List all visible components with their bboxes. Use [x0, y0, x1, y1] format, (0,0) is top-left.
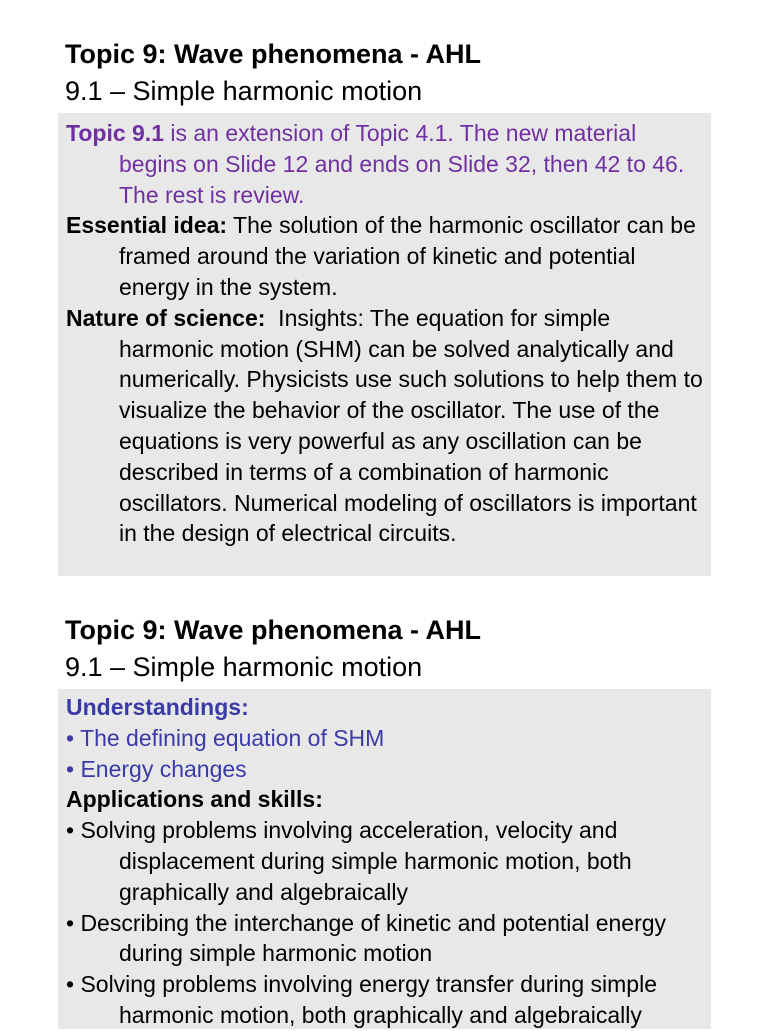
applications-heading: Applications and skills:	[66, 786, 323, 813]
intro-paragraph	[66, 118, 703, 210]
application-item: • Describing the interchange of kinetic and potential energy during simple harmonic motion	[66, 909, 667, 967]
application-item: • Solving problems involving energy transfer during simple harmonic motion, both graphically and algebraically	[66, 971, 658, 1028]
understanding-item: • Energy changes	[66, 755, 247, 782]
essential-idea-label: Essential idea:	[66, 212, 228, 239]
essential-idea-text: The solution of the harmonic oscillator can be framed around the variation of kinetic and potential energy in the system.	[119, 212, 696, 300]
intro-label: Topic 9.1	[66, 120, 164, 146]
slide-1-title: Topic 9: Wave phenomena - AHL	[65, 39, 482, 69]
nature-of-science-paragraph	[66, 303, 710, 549]
intro-text: is an extension of Topic 4.1. The new material begins on Slide 12 and ends on Slide 32, then 42 to 46. The rest is review.	[119, 120, 685, 208]
slide-2-title: Topic 9: Wave phenomena - AHL	[65, 615, 482, 645]
slide-2-subtitle: 9.1 – Simple harmonic motion	[65, 652, 423, 682]
slide-2-content-panel	[58, 689, 711, 1029]
nature-of-science-label: Nature of science:	[66, 304, 266, 331]
understanding-item: • The defining equation of SHM	[66, 724, 385, 751]
essential-idea-paragraph	[66, 210, 703, 302]
slide-1-subtitle: 9.1 – Simple harmonic motion	[65, 76, 423, 106]
nature-of-science-text: Insights: The equation for simple harmonic motion (SHM) can be solved analytically and numerically. Physicists use such solutions to help them to visualize the behavior of the oscillator. The use of the equations is very powerful as any oscillation can be described in terms of a combination of harmonic oscillators. Numerical modeling of oscillators is important in the design of electrical circuits.	[119, 304, 710, 547]
understandings-heading: Understandings:	[66, 694, 249, 720]
slide-1-content-panel	[58, 113, 711, 576]
application-item: • Solving problems involving acceleration, velocity and displacement during simple harmonic motion, both graphically and algebraically	[66, 817, 632, 905]
